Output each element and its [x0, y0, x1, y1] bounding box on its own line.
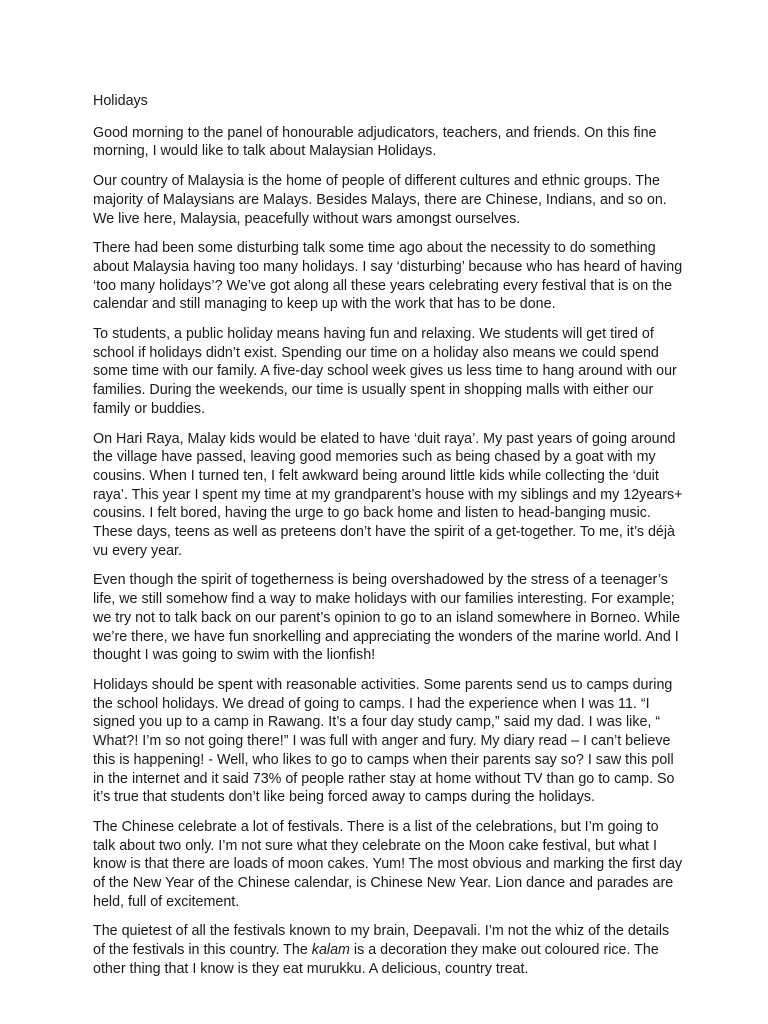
paragraph-deepavali-end: is a decoration they make out coloured rice. The other thing that I know is they eat murukku. A delicious, country treat.: [93, 942, 659, 977]
paragraph-country: Our country of Malaysia is the home of people of different cultures and ethnic groups. The majority of Malaysians are Malays. Besides Malays, there are Chinese, Indians, and so on. We live here, Malaysia, peacefully without wars amongst ourselves.: [93, 173, 667, 227]
paragraph-greeting: Good morning to the panel of honourable adjudicators, teachers, and friends. On this fine morning, I would like to talk about Malaysian Holidays.: [93, 124, 657, 160]
paragraph-deepavali: [93, 922, 683, 978]
paragraph-camps: Holidays should be spent with reasonable activities. Some parents send us to camps during the school holidays. We dread of going to camps. I had the experience when I was 11. “I signed you up to a camp in Rawang. It’s a four day study camp,” said my dad. I was like, “ What?! I’m so not going there!” I was full with anger and fury. My diary read – I can’t believe this is happening! - Well, who likes to go to camps when their parents say so? I saw this poll in the internet and it said 73% of people rather stay at home without TV than go to camp. So it’s true that students don’t like being forced away to camps during the holidays.: [93, 676, 675, 806]
paragraph-too-many-holidays: There had been some disturbing talk some time ago about the necessity to do something about Malaysia having too many holidays. I say ‘disturbing’ because who has heard of having ‘too many holidays’? We’ve got along all these years celebrating every festival that is on the calendar and still managing to keep up with the work that has to be done.: [93, 240, 683, 313]
paragraph-togetherness: Even though the spirit of togetherness is being overshadowed by the stress of a teenager’s life, we still somehow find a way to make holidays with our families interesting. For example; we try not to talk back on our parent’s opinion to go to an island somewhere in Borneo. While we’re there, we have fun snorkelling and appreciating the wonders of the marine world. And I thought I was going to swim with the lionfish!: [93, 572, 681, 664]
paragraph-hari-raya: On Hari Raya, Malay kids would be elated to have ‘duit raya’. My past years of going around the village have passed, leaving good memories such as being chased by a goat with my cousins. When I turned ten, I felt awkward being around little kids while collecting the ‘duit raya’. This year I spent my time at my grandparent’s house with my siblings and my 12years+ cousins. I felt bored, having the urge to go back home and listen to head-banging music. These days, teens as well as preteens don’t have the spirit of a get-together. To me, it’s déjà vu every year.: [93, 430, 683, 559]
document-page: [93, 92, 683, 990]
document-title: Holidays: [93, 93, 148, 109]
paragraph-chinese-festivals: The Chinese celebrate a lot of festivals. There is a list of the celebrations, but I’m going to talk about two only. I’m not sure what they celebrate on the Moon cake festival, but what I know is that there are loads of moon cakes. Yum! The most obvious and marking the first day of the New Year of the Chinese calendar, is Chinese New Year. Lion dance and parades are held, full of excitement.: [93, 818, 683, 910]
paragraph-deepavali-start: The quietest of all the festivals known to my brain, Deepavali. I’m not the whiz of the details of the festivals in this country. The: [93, 923, 670, 959]
paragraph-students: To students, a public holiday means having fun and relaxing. We students will get tired of school if holidays didn’t exist. Spending our time on a holiday also means we could spend some time with our family. A five-day school week gives us less time to hang around with our families. During the weekends, our time is usually spent in shopping malls with either our family or buddies.: [93, 326, 677, 417]
kalam-term: kalam: [311, 942, 350, 959]
